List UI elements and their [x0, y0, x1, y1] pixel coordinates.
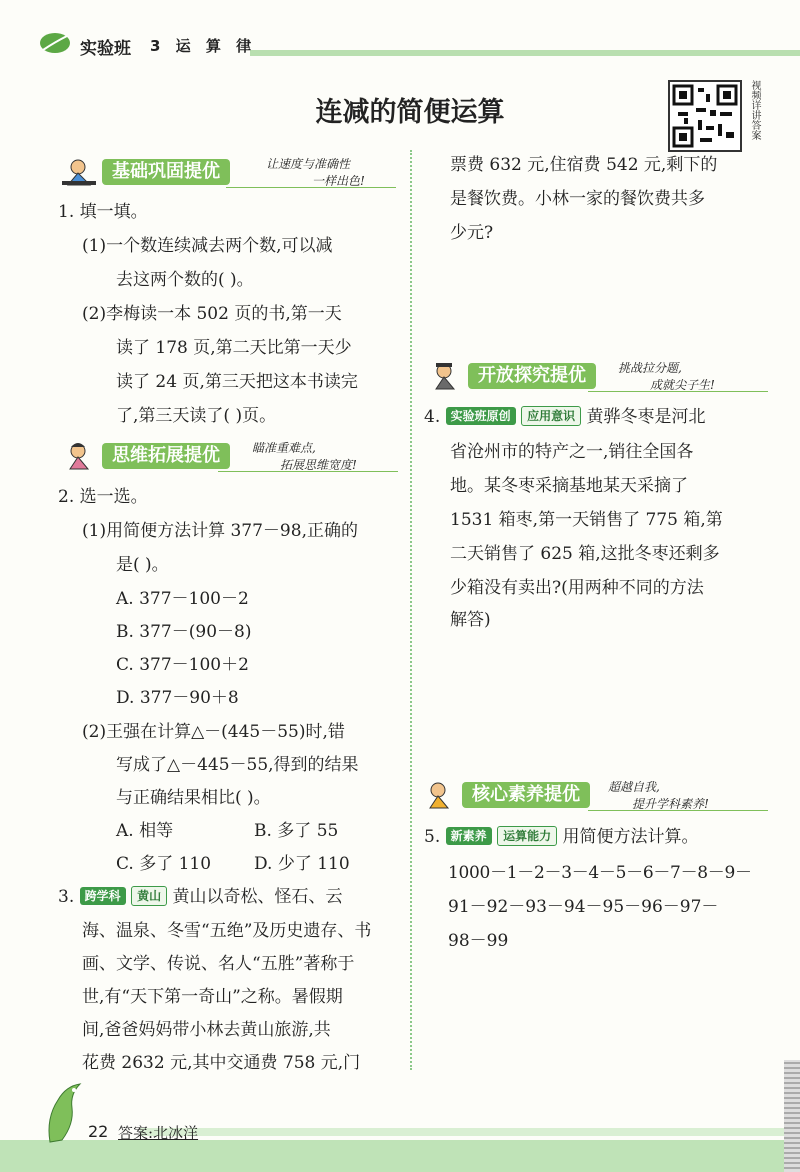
answer-hint: 答案:北冰洋 — [118, 1124, 199, 1142]
question-2-line: 写成了△－445－55,得到的结果 — [116, 755, 359, 775]
question-1-line: 了,第三天读了( )页。 — [116, 406, 277, 426]
question-4-line: 1531 箱枣,第一天销售了 775 箱,第 — [450, 510, 723, 530]
section-underline — [218, 471, 398, 472]
chapter-title: 3 运 算 律 — [150, 37, 257, 55]
section-underline — [588, 810, 768, 811]
question-3-line: 世,有“天下第一奇山”之称。暑假期 — [82, 987, 343, 1007]
page-title: 连减的简便运算 — [315, 97, 505, 128]
question-5-line: 98－99 — [448, 931, 509, 951]
question-4-line: 省沧州市的特产之一,销往全国各 — [450, 442, 694, 462]
choice-b: B. 多了 55 — [254, 821, 339, 841]
question-2-line: 是( )。 — [116, 555, 169, 575]
question-4-line: 二天销售了 625 箱,这批冬枣还剩多 — [450, 544, 720, 564]
question-1-line: 读了 24 页,第三天把这本书读完 — [116, 372, 358, 392]
section-title: 基础巩固提优 — [102, 159, 230, 185]
question-3-line: 海、温泉、冬雪“五绝”及历史遗存、书 — [82, 921, 372, 941]
question-5-first-line: 5. 新素养 运算能力 用简便方法计算。 — [424, 827, 699, 847]
tag-topic: 黄山 — [131, 886, 167, 906]
header-rule — [250, 50, 800, 56]
question-4-first-line: 4. 实验班原创 应用意识 黄骅冬枣是河北 — [424, 407, 706, 427]
section-banner-explore — [424, 361, 774, 392]
tag-new-literacy: 新素养 — [446, 827, 492, 845]
footer-band — [0, 1140, 800, 1172]
question-1-line: (2)李梅读一本 502 页的书,第一天 — [82, 304, 342, 324]
qr-label: 视频详讲答案 — [749, 80, 760, 140]
section-title: 核心素养提优 — [462, 782, 590, 808]
section-banner-thinking — [58, 441, 403, 472]
question-4-line: 解答) — [450, 610, 491, 630]
choice-d: D. 377－90＋8 — [116, 688, 239, 708]
choice-c: C. 377－100＋2 — [116, 655, 249, 675]
question-1-line: 去这两个数的( )。 — [116, 270, 254, 290]
student-mascot-icon — [424, 361, 466, 391]
question-3-continued: 票费 632 元,住宿费 542 元,剩下的 — [450, 155, 718, 175]
section-banner-basic — [58, 157, 403, 188]
girl-mascot-icon — [58, 441, 100, 471]
question-4-line: 少箱没有卖出?(用两种不同的方法 — [450, 578, 704, 598]
page-number: 22 — [88, 1122, 109, 1141]
question-2-line: (2)王强在计算△－(445－55)时,错 — [82, 722, 345, 742]
qr-code-icon[interactable] — [668, 80, 742, 152]
leaf-logo-icon — [38, 30, 72, 56]
section-underline — [588, 391, 768, 392]
section-title: 思维拓展提优 — [102, 443, 230, 469]
section-slogan: 让速度与准确性 一样出色! — [266, 157, 365, 188]
question-3-line: 画、文学、传说、名人“五胜”著称于 — [82, 954, 355, 974]
question-4-line: 地。某冬枣采摘基地某天采摘了 — [450, 476, 688, 496]
question-1-line: (1)一个数连续减去两个数,可以减 — [82, 236, 333, 256]
section-slogan: 超越自我, 提升学科素养! — [608, 780, 709, 811]
section-title: 开放探究提优 — [468, 363, 596, 389]
choice-a: A. 377－100－2 — [116, 589, 249, 609]
tag-cross-subject: 跨学科 — [80, 887, 126, 905]
section-slogan: 瞄准重难点, 拓展思维宽度! — [252, 441, 357, 472]
question-3-first-line: 3. 跨学科 黄山 黄山以奇松、怪石、云 — [58, 887, 343, 907]
tag-skill: 运算能力 — [497, 826, 557, 846]
question-3-line: 花费 2632 元,其中交通费 758 元,门 — [82, 1053, 361, 1073]
question-2-heading: 2. 选一选。 — [58, 487, 148, 507]
tag-skill: 应用意识 — [521, 406, 581, 426]
choice-a: A. 相等 — [116, 821, 174, 841]
question-5-line: 91－92－93－94－95－96－97－ — [448, 897, 719, 917]
choice-b: B. 377－(90－8) — [116, 622, 252, 642]
footer-rule — [140, 1128, 800, 1136]
choice-d: D. 少了 110 — [254, 854, 350, 874]
page-edge — [784, 1060, 800, 1172]
kid-mascot-icon — [418, 780, 460, 810]
question-1-line: 读了 178 页,第二天比第一天少 — [116, 338, 352, 358]
question-3-line: 间,爸爸妈妈带小林去黄山旅游,共 — [82, 1020, 331, 1040]
column-divider — [410, 150, 412, 1070]
brand-name: 实验班 — [80, 39, 131, 59]
section-underline — [226, 187, 396, 188]
boy-mascot-icon — [58, 157, 100, 187]
section-slogan: 挑战拉分题, 成就尖子生! — [618, 361, 715, 392]
question-3-continued: 是餐饮费。小林一家的餐饮费共多 — [450, 189, 705, 209]
question-3-continued: 少元? — [450, 223, 494, 243]
tag-original: 实验班原创 — [446, 407, 516, 425]
question-2-line: 与正确结果相比( )。 — [116, 788, 271, 808]
question-1-heading: 1. 填一填。 — [58, 202, 148, 222]
section-banner-core — [418, 780, 774, 811]
dolphin-icon — [40, 1078, 88, 1148]
question-5-line: 1000－1－2－3－4－5－6－7－8－9－ — [448, 863, 752, 883]
choice-c: C. 多了 110 — [116, 854, 212, 874]
question-2-line: (1)用简便方法计算 377－98,正确的 — [82, 521, 358, 541]
